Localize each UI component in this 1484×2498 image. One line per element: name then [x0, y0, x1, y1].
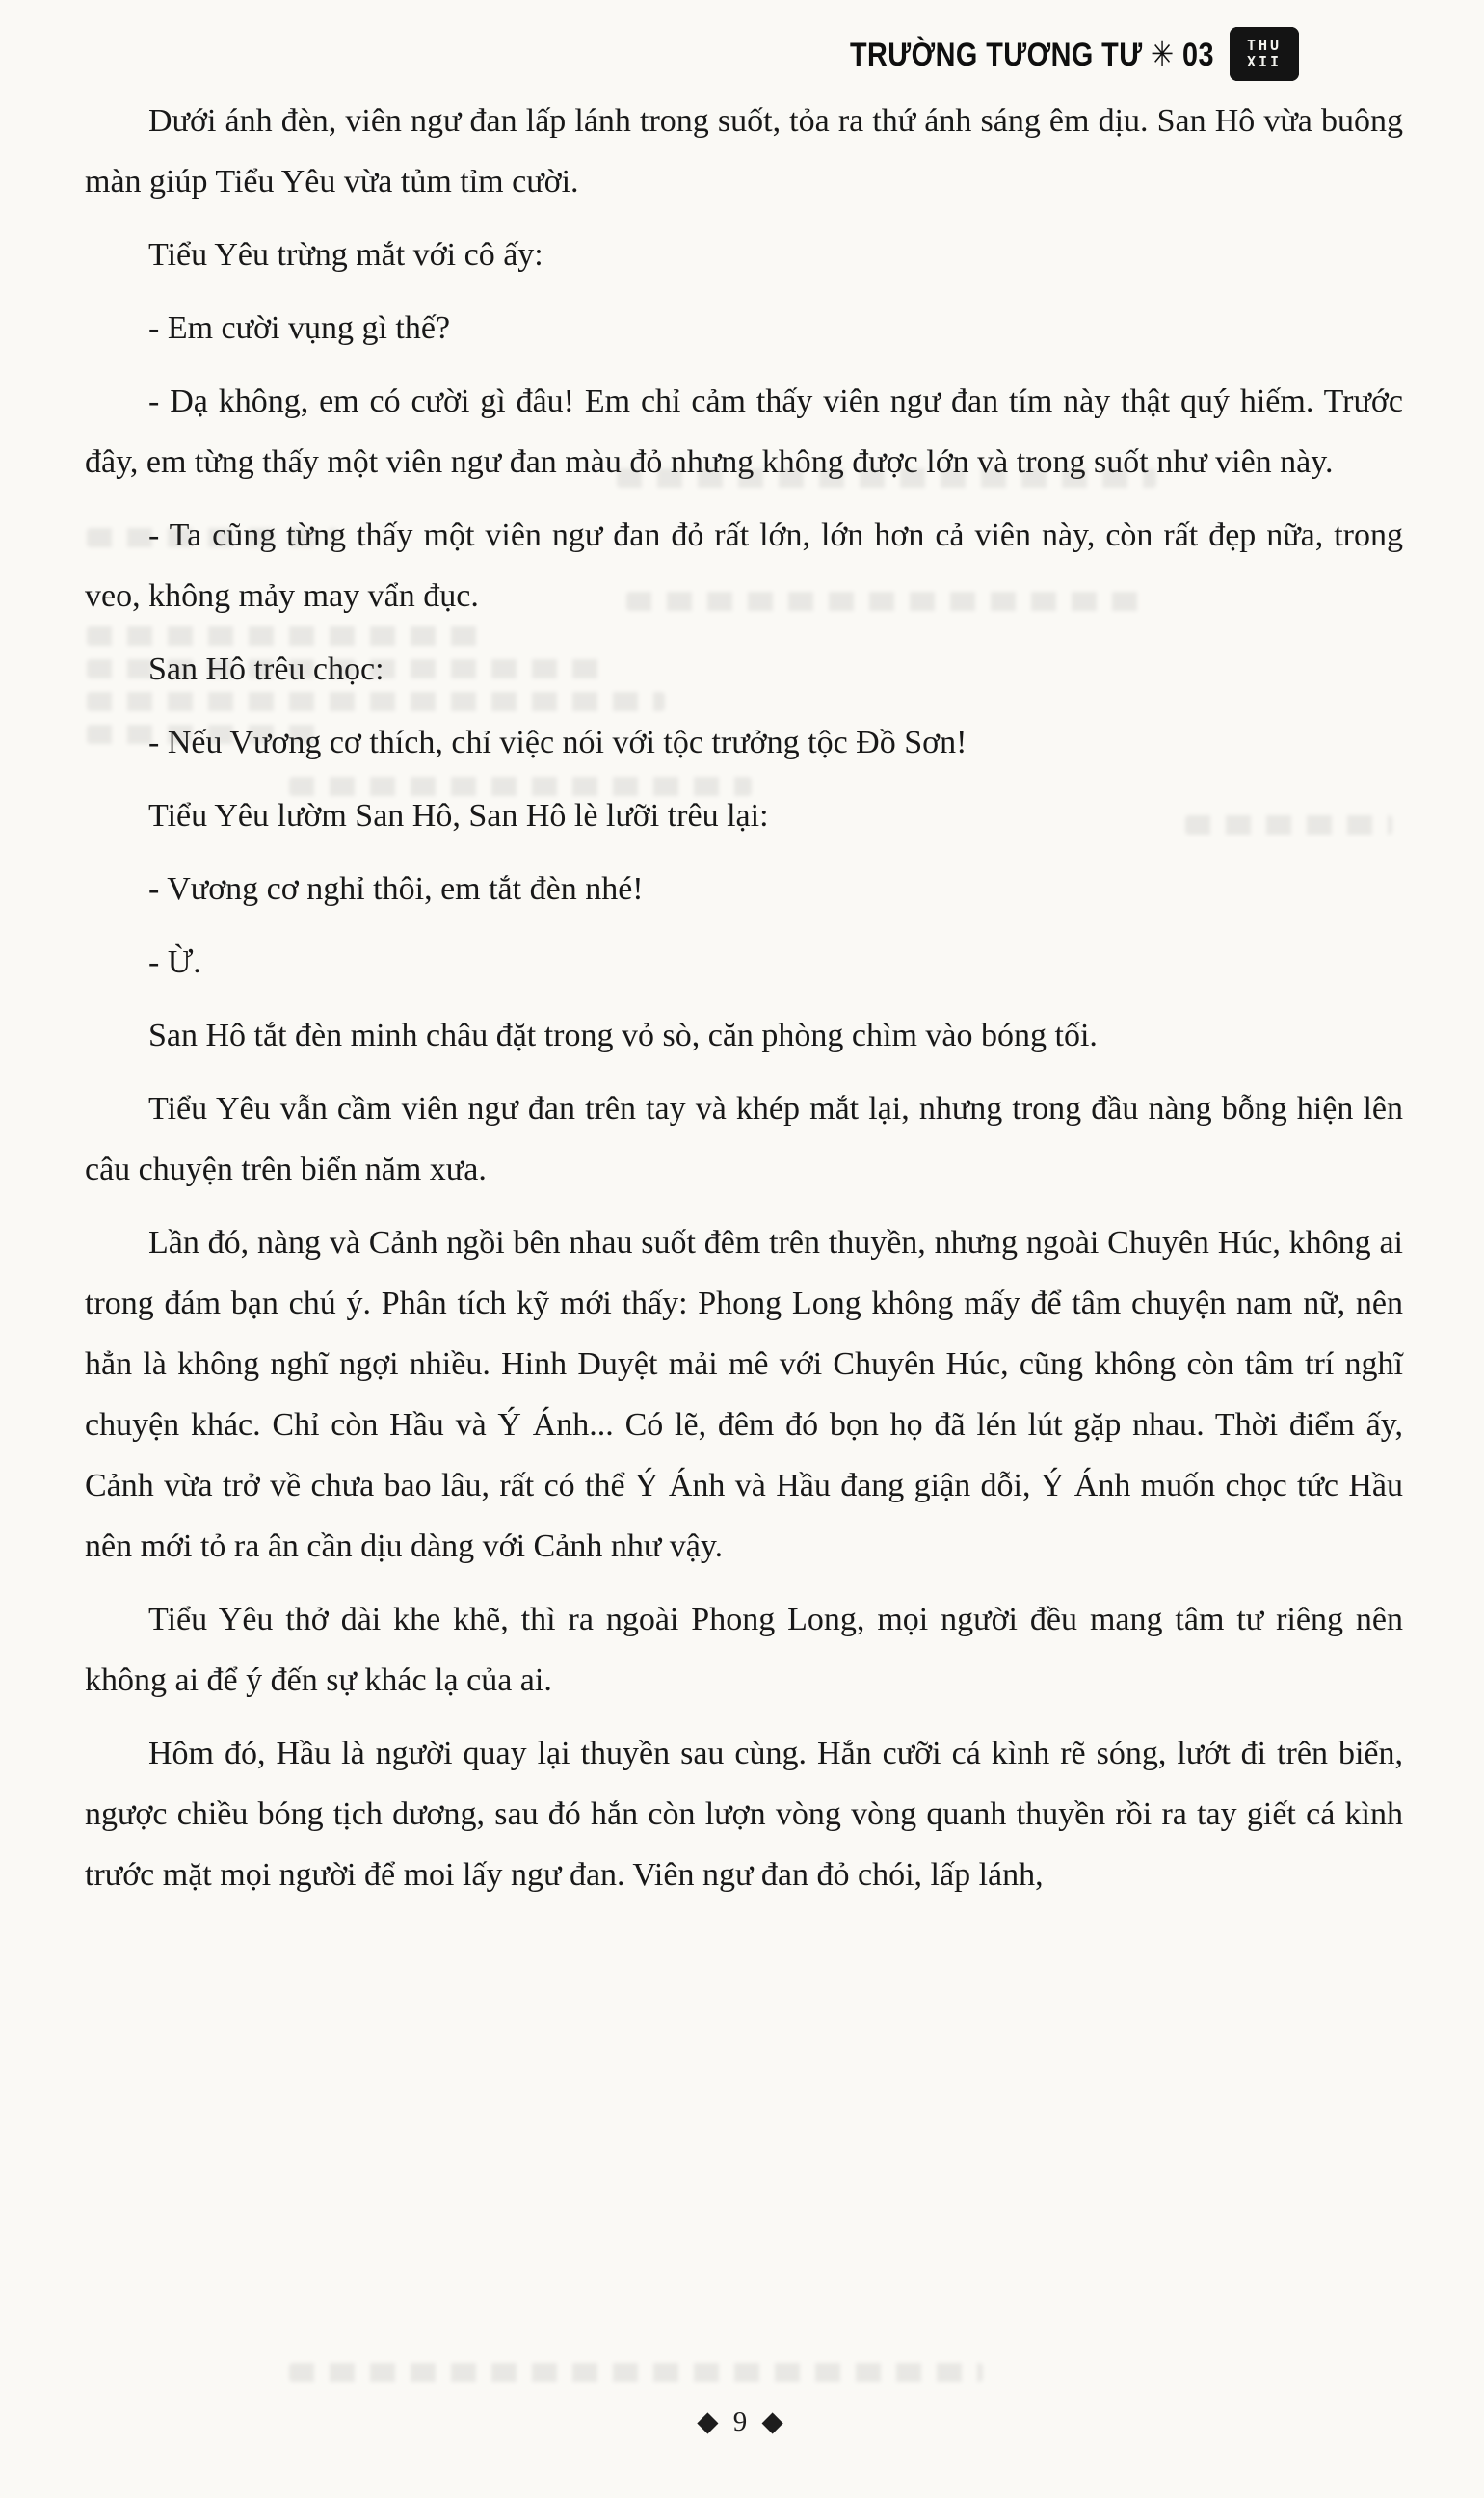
paragraph: Lần đó, nàng và Cảnh ngồi bên nhau suốt đêm trên thuyền, nhưng ngoài Chuyên Húc, không ai trong đám bạn chú ý. Phân tích kỹ mới thấy: Phong Long không mấy để tâm chuyện nam nữ, nên hẳn là không nghĩ ngợi nhiều. Hinh Duyệt mải mê với Chuyên Húc, cũng không còn tâm trí nghĩ chuyện khác. Chỉ còn Hầu và Ý Ánh... Có lẽ, đêm đó bọn họ đã lén lút gặp nhau. Thời điểm ấy, Cảnh vừa trở về chưa bao lâu, rất có thể Ý Ánh và Hầu đang giận dỗi, Ý Ánh muốn chọc tức Hầu nên mới tỏ ra ân cần dịu dàng với Cảnh như vậy. — [85, 1225, 1403, 1564]
paragraph: - Ừ. — [148, 944, 201, 980]
paragraph: Tiểu Yêu trừng mắt với cô ấy: — [148, 237, 543, 273]
paragraph: Tiểu Yêu lườm San Hô, San Hô lè lưỡi trêu lại: — [148, 798, 769, 834]
page-footer — [0, 2405, 1484, 2438]
paragraph: - Nếu Vương cơ thích, chỉ việc nói với tộc trưởng tộc Đồ Sơn! — [148, 725, 967, 760]
paragraph: Dưới ánh đèn, viên ngư đan lấp lánh trong suốt, tỏa ra thứ ánh sáng êm dịu. San Hô vừa buông màn giúp Tiểu Yêu vừa tủm tỉm cười. — [85, 103, 1403, 199]
paragraph: Tiểu Yêu vẫn cầm viên ngư đan trên tay và khép mắt lại, nhưng trong đầu nàng bỗng hiện lên câu chuyện trên biển năm xưa. — [85, 1091, 1403, 1187]
bleed-through-artifact — [289, 2363, 983, 2382]
publisher-stamp-icon — [1230, 27, 1299, 81]
page-header — [0, 27, 1299, 81]
stamp-line1: THU — [1246, 36, 1283, 54]
stamp-line2: XII — [1246, 53, 1283, 70]
paragraph: - Ta cũng từng thấy một viên ngư đan đỏ rất lớn, lớn hơn cả viên này, còn rất đẹp nữa, trong veo, không mảy may vẩn đục. — [85, 518, 1403, 614]
paragraph: San Hô trêu chọc: — [148, 651, 384, 687]
paragraph: - Dạ không, em có cười gì đâu! Em chỉ cảm thấy viên ngư đan tím này thật quý hiếm. Trước đây, em từng thấy một viên ngư đan màu đỏ nhưng không được lớn và trong suốt như viên này. — [85, 384, 1403, 480]
running-title: TRƯỜNG TƯƠNG TƯ ✳ 03 — [850, 35, 1214, 73]
paragraph: - Vương cơ nghỉ thôi, em tắt đèn nhé! — [148, 871, 644, 907]
page-number: ◆ 9 ◆ — [697, 2406, 787, 2437]
paragraph: - Em cười vụng gì thế? — [148, 310, 451, 346]
body-text — [85, 91, 1403, 1918]
paragraph: Hôm đó, Hầu là người quay lại thuyền sau cùng. Hắn cưỡi cá kình rẽ sóng, lướt đi trên biển, ngược chiều bóng tịch dương, sau đó hắn còn lượn vòng vòng quanh thuyền rồi ra tay giết cá kình trước mặt mọi người để moi lấy ngư đan. Viên ngư đan đỏ chói, lấp lánh, — [85, 1736, 1403, 1893]
paragraph: Tiểu Yêu thở dài khe khẽ, thì ra ngoài Phong Long, mọi người đều mang tâm tư riêng nên không ai để ý đến sự khác lạ của ai. — [85, 1602, 1403, 1698]
paragraph: San Hô tắt đèn minh châu đặt trong vỏ sò, căn phòng chìm vào bóng tối. — [148, 1018, 1098, 1053]
